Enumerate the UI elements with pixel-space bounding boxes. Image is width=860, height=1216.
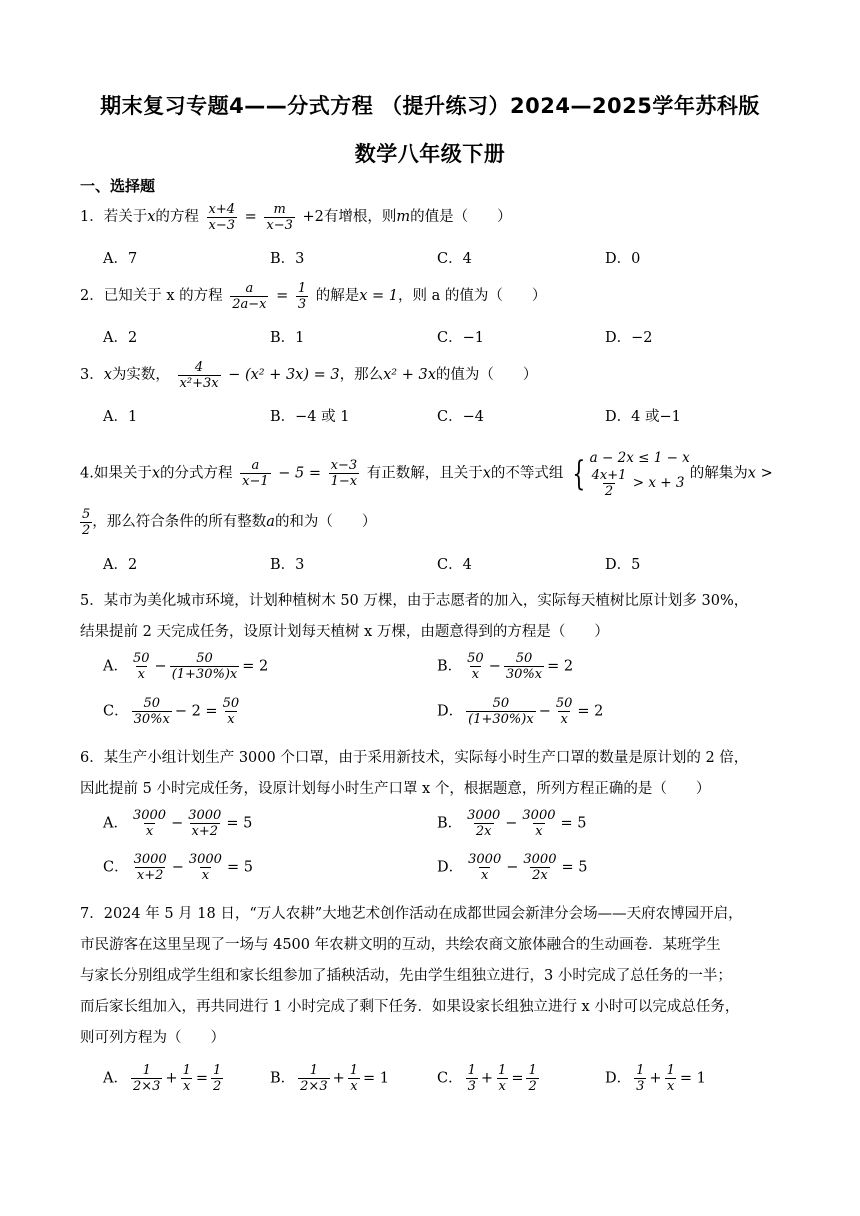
fraction: $\frac{x+4}{x-3}$ bbox=[208, 201, 236, 233]
question-7-line4: 而后家长组加入，再共同进行 1 小时完成了剩下任务．如果设家长组独立进行 x 小时可以完成总任务， bbox=[80, 999, 740, 1015]
q6-option-d[interactable]: D． $\frac{3000}{x}$ − $\frac{3000}{2x}$ = 5 bbox=[437, 852, 588, 883]
q5-option-d[interactable]: D． $\frac{50}{(1+30\%)x}$ − $\frac{50}{x}$ = 2 bbox=[437, 696, 604, 727]
q7-option-b[interactable]: B． $\frac{1}{2\times 3}$ + $\frac{1}{x}$ = 1 bbox=[270, 1063, 390, 1094]
q2-option-d[interactable]: D．−2 bbox=[605, 330, 653, 346]
brace-icon: { bbox=[572, 453, 586, 494]
question-2: 2．已知关于 x 的方程 $\frac{a}{2a-x}$ = $\frac{1}{3}$ 的解是x = 1，则 a 的值为（ ） bbox=[80, 280, 547, 312]
q3-option-b[interactable]: B．−4 或 1 bbox=[270, 409, 350, 425]
question-5-line1: 5．某市为美化城市环境，计划种植树木 50 万棵，由于志愿者的加入，实际每天植树比原计划多 30%， bbox=[80, 593, 749, 609]
fraction: $\frac{5}{2}$ bbox=[82, 506, 91, 538]
q3-option-d[interactable]: D．4 或−1 bbox=[605, 409, 681, 425]
q2-option-b[interactable]: B．1 bbox=[270, 330, 305, 346]
question-4-line2: $\frac{5}{2}$ ，那么符合条件的所有整数a的和为（ ） bbox=[82, 506, 377, 538]
q5-option-b[interactable]: B． $\frac{50}{x}$ − $\frac{50}{30\%x}$ = 2 bbox=[437, 651, 574, 682]
q7-option-c[interactable]: C． $\frac{1}{3}$ + $\frac{1}{x}$ = $\frac{1}{2}$ bbox=[437, 1063, 537, 1094]
q7-option-d[interactable]: D． $\frac{1}{3}$ + $\frac{1}{x}$ = 1 bbox=[605, 1063, 706, 1094]
q2-option-c[interactable]: C．−1 bbox=[437, 330, 484, 346]
q1-option-b[interactable]: B．3 bbox=[270, 251, 305, 267]
q1-option-a[interactable]: A．7 bbox=[103, 251, 138, 267]
q4-option-c[interactable]: C．4 bbox=[437, 557, 472, 573]
fraction: $\frac{a}{2a-x}$ bbox=[232, 280, 267, 312]
q3-option-a[interactable]: A．1 bbox=[103, 409, 138, 425]
q3-option-c[interactable]: C．−4 bbox=[437, 409, 484, 425]
question-3: 3．x为实数， $\frac{4}{\text{x²+3x}}$ − (x² + 3x) = 3，那么x² + 3x的值为（ ） bbox=[80, 359, 538, 391]
question-1: 1．若关于x的方程 $\frac{x+4}{x-3}$ = $\frac{m}{x-3}$ +2有增根，则m的值是（ ） bbox=[80, 201, 512, 233]
q5-option-c[interactable]: C． $\frac{50}{30\%x}$ − 2 = $\frac{50}{x}$ bbox=[103, 696, 240, 727]
q4-option-a[interactable]: A．2 bbox=[103, 557, 138, 573]
q7-option-a[interactable]: A． $\frac{1}{2\times 3}$ + $\frac{1}{x}$ = $\frac{1}{2}$ bbox=[103, 1063, 222, 1094]
fraction: $\frac{4}{\text{x²+3x}}$ bbox=[179, 359, 219, 391]
question-7-line1: 7．2024 年 5 月 18 日，“万人农耕”大地艺术创作活动在成都世园会新津分会场——天府农博园开启， bbox=[80, 906, 743, 922]
q1-option-c[interactable]: C．4 bbox=[437, 251, 472, 267]
fraction: $\frac{x-3}{1-x}$ bbox=[330, 458, 358, 489]
question-5-line2: 结果提前 2 天完成任务，设原计划每天植树 x 万棵，由题意得到的方程是（ ） bbox=[80, 624, 609, 640]
question-6-line1: 6．某生产小组计划生产 3000 个口罩，由于采用新技术，实际每小时生产口罩的数量是原计划的 2 倍， bbox=[80, 750, 749, 766]
fraction: $\frac{1}{3}$ bbox=[297, 280, 307, 312]
fraction: $\frac{a}{x-1}$ bbox=[242, 458, 269, 489]
q6-option-c[interactable]: C． $\frac{3000}{x+2}$ − $\frac{3000}{x}$ = 5 bbox=[103, 852, 253, 883]
question-7-line5: 则可列方程为（ ） bbox=[80, 1030, 225, 1046]
q2-option-a[interactable]: A．2 bbox=[103, 330, 138, 346]
inequality-system: a − 2x ≤ 1 − x $\frac{4x+1}{2}$ > x + 3 bbox=[589, 450, 690, 499]
q6-option-a[interactable]: A． $\frac{3000}{x}$ − $\frac{3000}{x+2}$ = 5 bbox=[103, 808, 253, 839]
q6-option-b[interactable]: B． $\frac{3000}{2x}$ − $\frac{3000}{x}$ = 5 bbox=[437, 808, 587, 839]
q1-option-d[interactable]: D．0 bbox=[605, 251, 641, 267]
question-7-line2: 市民游客在这里呈现了一场与 4500 年农耕文明的互动，共绘农商文旅体融合的生动画卷．某班学生 bbox=[80, 937, 721, 953]
question-6-line2: 因此提前 5 小时完成任务，设原计划每小时生产口罩 x 个，根据题意，所列方程正确的是（ ） bbox=[80, 781, 711, 797]
q5-option-a[interactable]: A． $\frac{50}{x}$ − $\frac{50}{(1+30\%)x}$ = 2 bbox=[103, 651, 269, 682]
question-7-line3: 与家长分别组成学生组和家长组参加了插秧活动，先由学生组独立进行，3 小时完成了总任务的一半； bbox=[80, 968, 732, 984]
section-heading: 一、选择题 bbox=[80, 177, 156, 195]
fraction: $\frac{m}{x-3}$ bbox=[266, 201, 293, 233]
doc-title-line1: 期末复习专题4——分式方程 （提升练习）2024—2025学年苏科版 bbox=[100, 94, 760, 118]
q4-option-d[interactable]: D．5 bbox=[605, 557, 641, 573]
doc-title-line2: 数学八年级下册 bbox=[354, 142, 506, 166]
q4-option-b[interactable]: B．3 bbox=[270, 557, 305, 573]
question-4-line1: 4.如果关于x的分式方程 $\frac{a}{x-1}$ − 5 = $\frac{x-3}{1-x}$ 有正数解，且关于x的不等式组 { a − 2x ≤ 1 − x $\frac{4x+1}{2}$ > x + 3 的解集为x > bbox=[80, 450, 773, 499]
